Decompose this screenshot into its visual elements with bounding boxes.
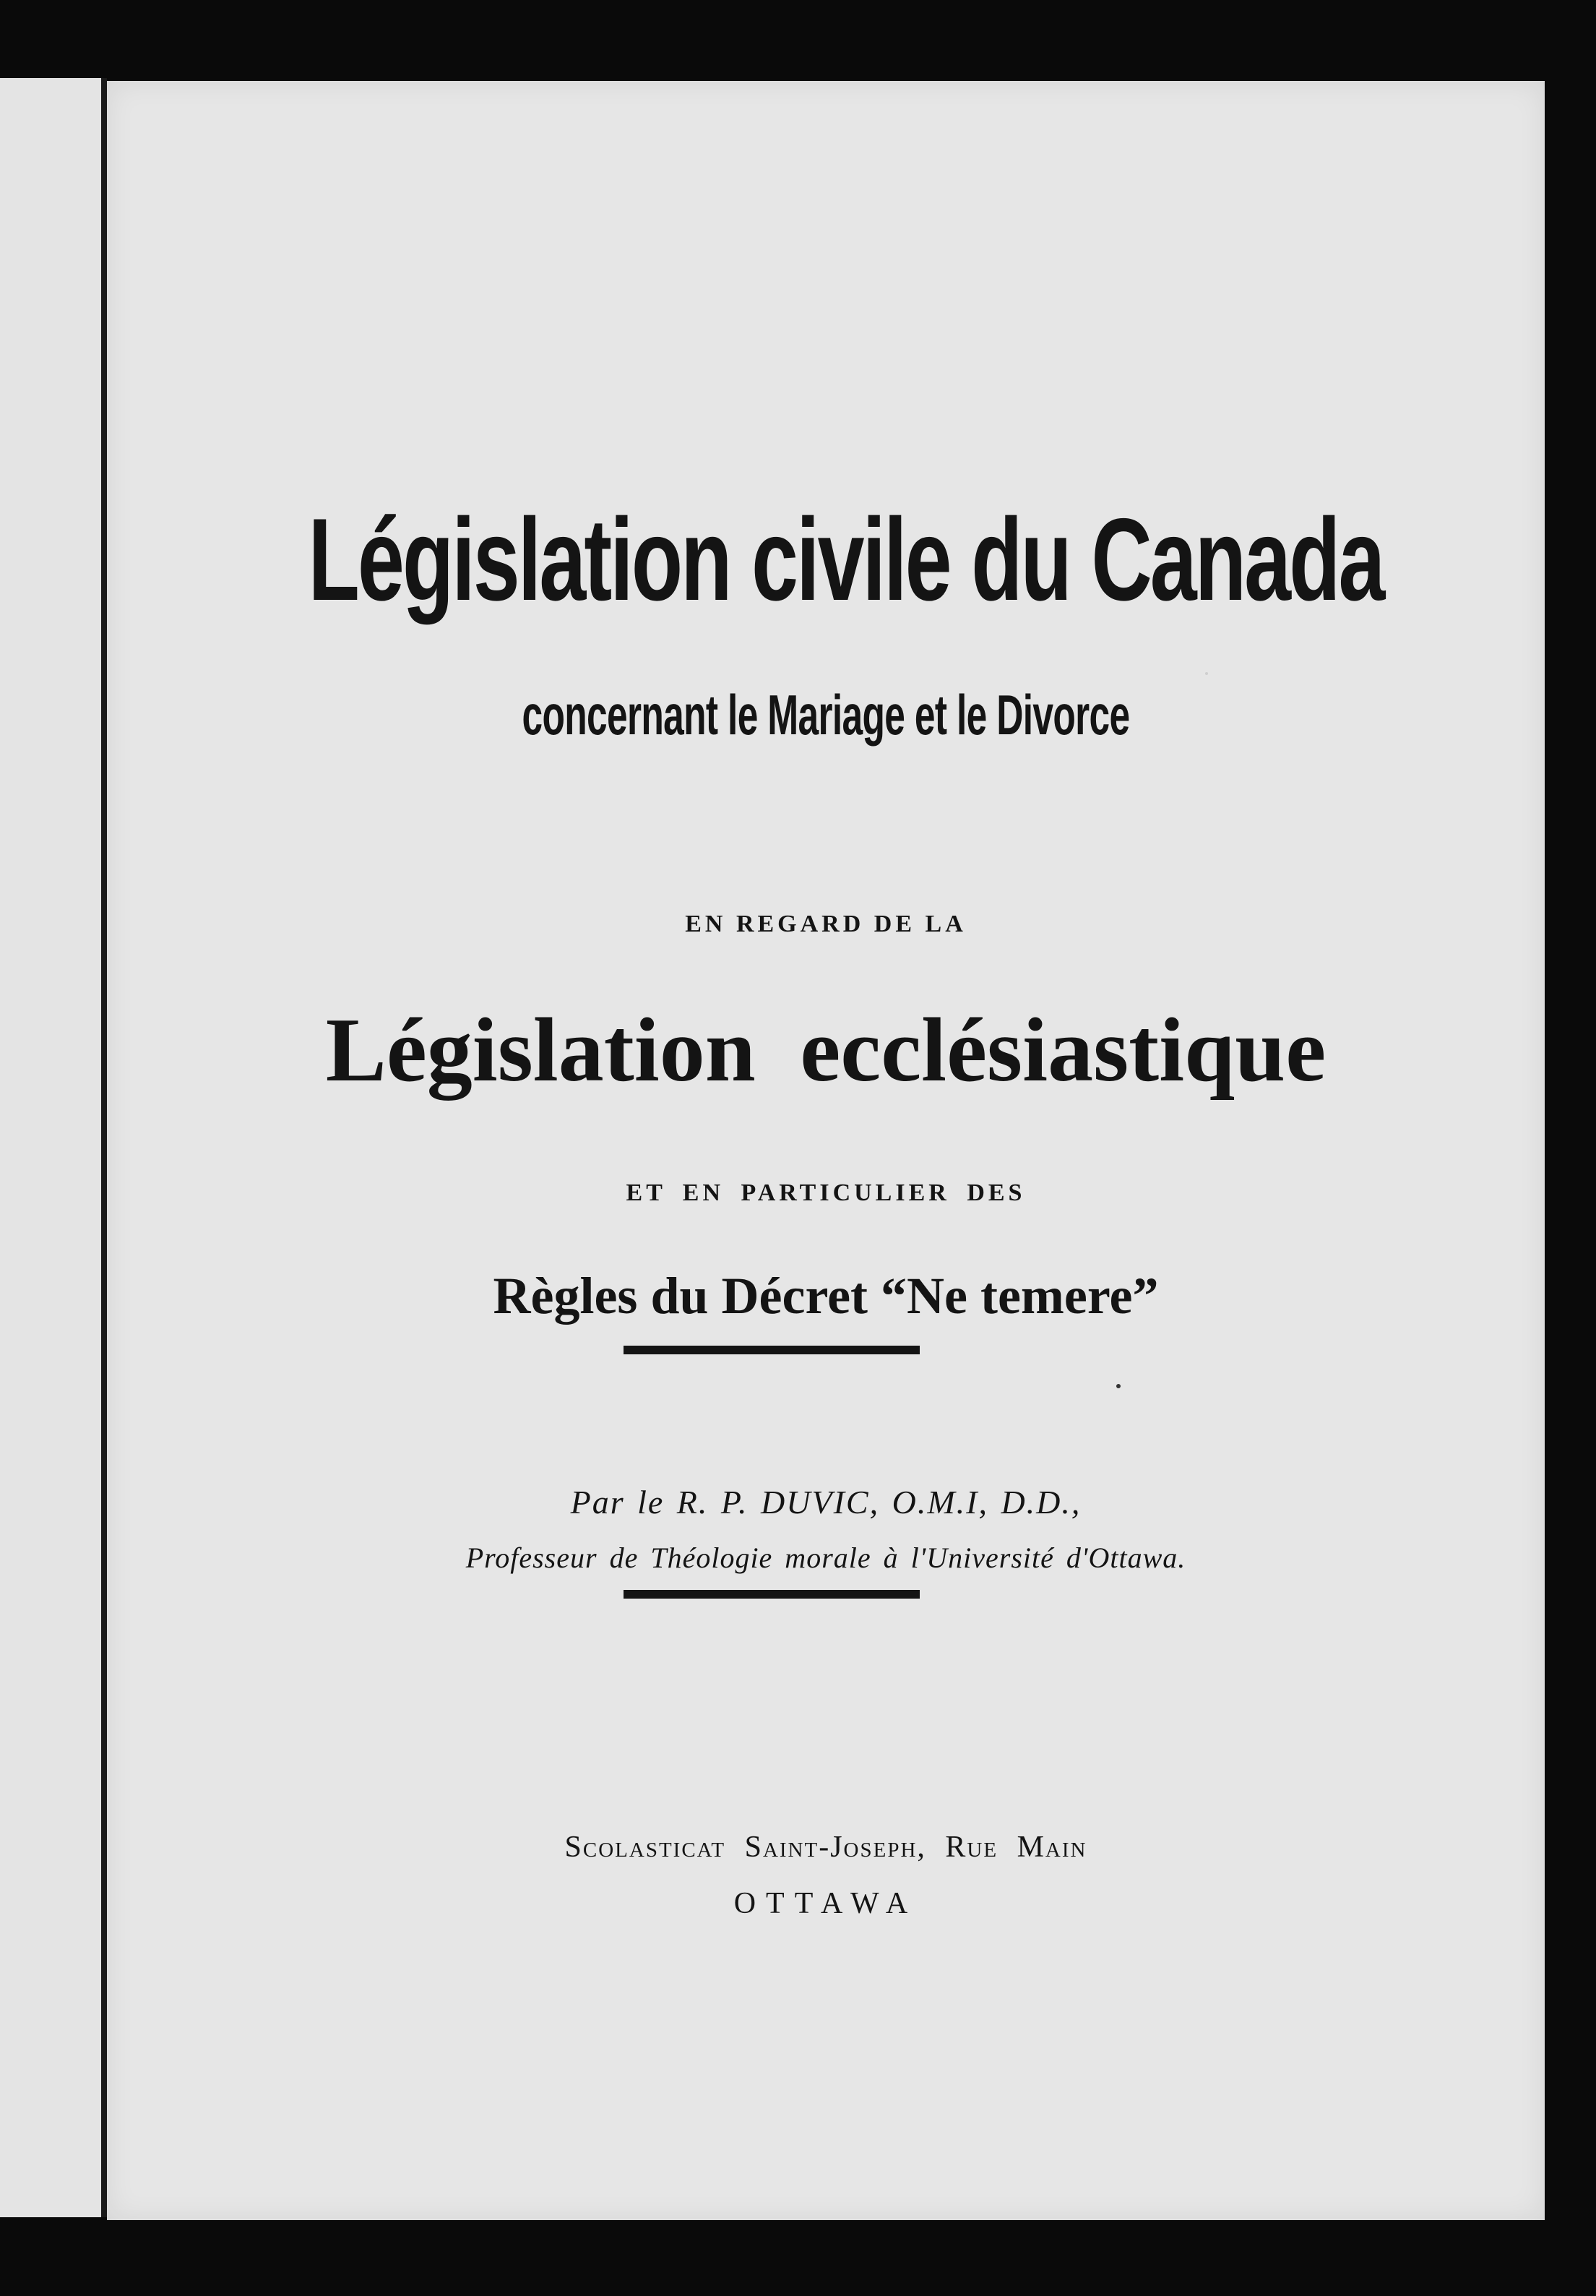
main-title: Législation civile du Canada — [308, 494, 1384, 625]
subtitle: concernant le Mariage et le Divorce — [522, 683, 1130, 747]
publisher-city: OTTAWA — [733, 1887, 918, 1920]
publisher-line: Scolasticat Saint-Joseph, Rue Main — [564, 1831, 1087, 1864]
page-fold-line — [101, 78, 107, 2217]
secondary-title: Législation ecclésiastique — [325, 1000, 1327, 1101]
author-affiliation: Professeur de Théologie morale à l'Université d'Ottawa. — [465, 1542, 1186, 1574]
scan-speck — [1205, 672, 1208, 675]
connector-text-2: ET EN PARTICULIER DES — [626, 1179, 1026, 1206]
divider-rule-top — [624, 1346, 920, 1354]
tertiary-title: Règles du Décret “Ne temere” — [493, 1267, 1159, 1325]
connector-text-1: EN REGARD DE LA — [685, 911, 967, 937]
title-page — [107, 81, 1545, 2220]
author-line: Par le R. P. DUVIC, O.M.I, D.D., — [570, 1484, 1082, 1521]
divider-rule-bottom — [624, 1590, 920, 1599]
previous-page-edge — [0, 78, 101, 2217]
scan-speck — [1116, 1384, 1121, 1388]
